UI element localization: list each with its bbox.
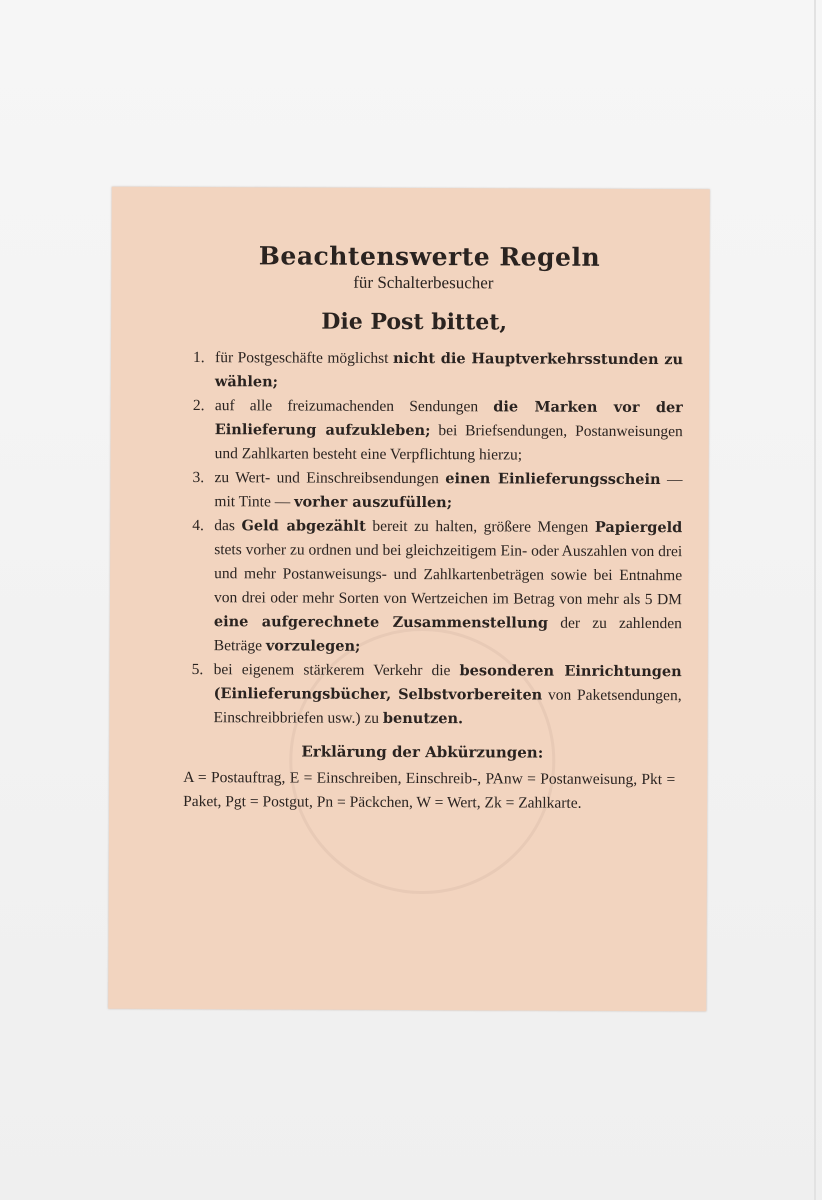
rule-text-bold: Geld abgezählt [241,517,366,535]
rule-text-bold: besonderen Einrichtungen (Einlieferungsbücher, Selbstvorbereiten [213,662,682,704]
rule-text-bold: einen Einlieferungsschein [445,470,661,489]
rule-item [191,658,681,732]
rule-item [192,466,682,516]
rule-text-bold: nicht die Hauptverkehrsstunden zu wählen; [214,349,684,391]
rule-text-bold: die Marken vor der Einlieferung aufzukleben; [214,398,683,440]
rule-number: 5. [191,661,204,679]
rules-heading: Die Post bittet, [321,308,508,336]
document-subtitle: für Schalterbesucher [353,272,494,293]
rule-item [193,346,683,396]
rule-text: auf alle freizumachenden Sendungen [214,397,494,416]
abbreviations-heading: Erklärung der Abkürzungen: [301,742,544,762]
rule-text: stets vorher zu ordnen und bei gleichzeitigem Ein- oder Auszahlen von drei und mehr Postanweisungs- und Zahlkartenbeträgen sowie bei Entnahme von drei oder mehr Sorten von Wertzeichen im Betrag von mehr als 5 DM [213,541,683,609]
rule-text-bold: benutzen. [382,709,464,728]
rule-item [193,394,683,468]
rule-item [192,514,683,660]
rule-text: von Paketsendungen, Einschreibbriefen usw.) zu [213,686,682,727]
rule-text: das [214,517,242,535]
rule-text: der zu zahlenden Beträge [213,614,682,655]
rule-text: bei eigenem stärkerem Verkehr die [213,661,460,680]
rule-text-bold: Papiergeld [594,518,683,537]
rule-text-bold: vorzulegen; [265,637,361,655]
rule-text: für Postgeschäfte möglichst [215,349,394,367]
sleeve-edge [814,0,816,1200]
abbreviations-text: A = Postauftrag, E = Einschreiben, Einschreib-, PAnw = Postanweisung, Pkt = Paket, Pgt = Postgut, Pn = Päckchen, W = Wert, Zk = Zahlkarte. [183,769,676,812]
rule-number: 1. [193,349,205,367]
document-title: Beachtenswerte Regeln [258,241,601,272]
rule-text: zu Wert- und Einschreibsendungen [214,469,446,488]
rule-text-bold: eine aufgerechnete Zusammenstellung [213,613,549,632]
rule-number: 4. [192,517,204,535]
rule-number: 2. [192,397,205,415]
rule-number: 3. [192,469,205,487]
rule-text: bereit zu halten, größere Mengen [365,517,595,536]
rule-text: bei Briefsendungen, Postanweisungen und Zahlkarten besteht eine Verpflichtung hierzu; [214,422,683,464]
rules-list [191,346,683,732]
document-sheet [108,187,710,1012]
rule-text-bold: vorher auszufüllen; [294,493,453,512]
rule-text: — mit Tinte — [214,471,683,511]
